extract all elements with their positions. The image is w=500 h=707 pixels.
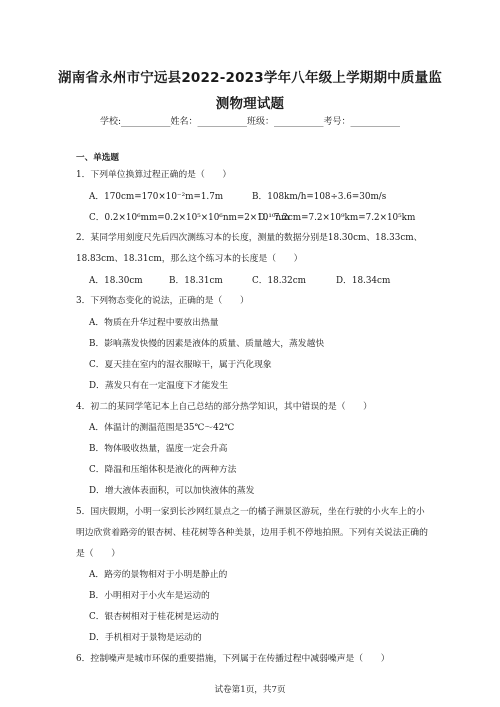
q1-option-d: D．7.2cm=7.2×10⁹km=7.2×10⁵km (258, 213, 416, 223)
q1-stem: 1．下列单位换算过程正确的是（ ） (76, 170, 232, 180)
q2-option-a: A．18.30cm (89, 276, 143, 286)
q3-option-a: A．物质在升华过程中要放出热量 (89, 318, 219, 328)
q4-stem: 4．初二的某同学笔记本上自己总结的部分热学知识，其中错误的是（ ） (76, 402, 372, 412)
q2-option-d: D．18.34cm (336, 276, 391, 286)
q6-stem: 6．控制噪声是城市环保的重要措施，下列属于在传播过程中减弱噪声是（ ） (76, 654, 390, 664)
q2-option-c: C．18.32cm (252, 276, 306, 286)
exam-title-line2: 测物理试题 (215, 96, 285, 112)
q4-option-d: D．增大液体表面积，可以加快液体的蒸发 (89, 486, 255, 496)
q5-option-a: A．路旁的景物相对于小明是静止的 (89, 570, 228, 580)
q4-option-c: C．降温和压缩体积是液化的两种方法 (89, 465, 237, 475)
q5-stem-line1: 5．国庆假期，小明一家到长沙网红景点之一的橘子洲景区游玩，坐在行驶的小火车上的小 (76, 507, 425, 517)
page-footer: 试卷第1页，共7页 (214, 685, 286, 695)
q3-option-b: B．影响蒸发快慢的因素是液体的质量、质量越大，蒸发越快 (89, 339, 325, 349)
student-info-line: 学校:___________姓名：___________班级：___________考号：___________ (99, 117, 401, 127)
q1-option-b: B．108km/h=108÷3.6=30m/s (252, 192, 387, 202)
exam-title-line1: 湖南省永州市宁远县2022-2023学年八年级上学期期中质量监 (58, 70, 442, 86)
q2-stem-line2: 18.83cm、18.31cm，那么这个练习本的长度是（ ） (76, 254, 303, 264)
q4-option-a: A．体温计的测温范围是35℃～42℃ (89, 423, 235, 433)
section-heading: 一、单选题 (76, 153, 119, 163)
q3-option-c: C．夏天挂在室内的湿衣服晾干，属于汽化现象 (89, 360, 272, 370)
q5-option-d: D．手机相对于景物是运动的 (89, 633, 202, 643)
q5-option-c: C．银杏树相对于桂花树是运动的 (89, 612, 219, 622)
q3-option-d: D．蒸发只有在一定温度下才能发生 (89, 381, 229, 391)
q1-option-c: C．0.2×10⁶mm=0.2×10⁵×10⁶nm=2×10¹⁰nm (89, 213, 290, 223)
q5-stem-line2: 明边欣赏着路旁的银杏树、桂花树等各种美景，边用手机不停地拍照。下列有关说法正确的 (76, 528, 428, 538)
q2-stem-line1: 2．某同学用刻度尺先后四次测练习本的长度，测量的数据分别是18.30cm、18.33cm、 (76, 233, 423, 243)
q4-option-b: B．物体吸收热量，温度一定会升高 (89, 444, 228, 454)
q5-stem-line3: 是（ ） (76, 549, 120, 559)
q2-option-b: B．18.31cm (169, 276, 223, 286)
q1-option-a: A．170cm=170×10⁻²m=1.7m (89, 192, 224, 202)
q3-stem: 3．下列物态变化的说法，正确的是（ ） (76, 296, 249, 306)
q5-option-b: B．小明相对于小火车是运动的 (89, 591, 210, 601)
